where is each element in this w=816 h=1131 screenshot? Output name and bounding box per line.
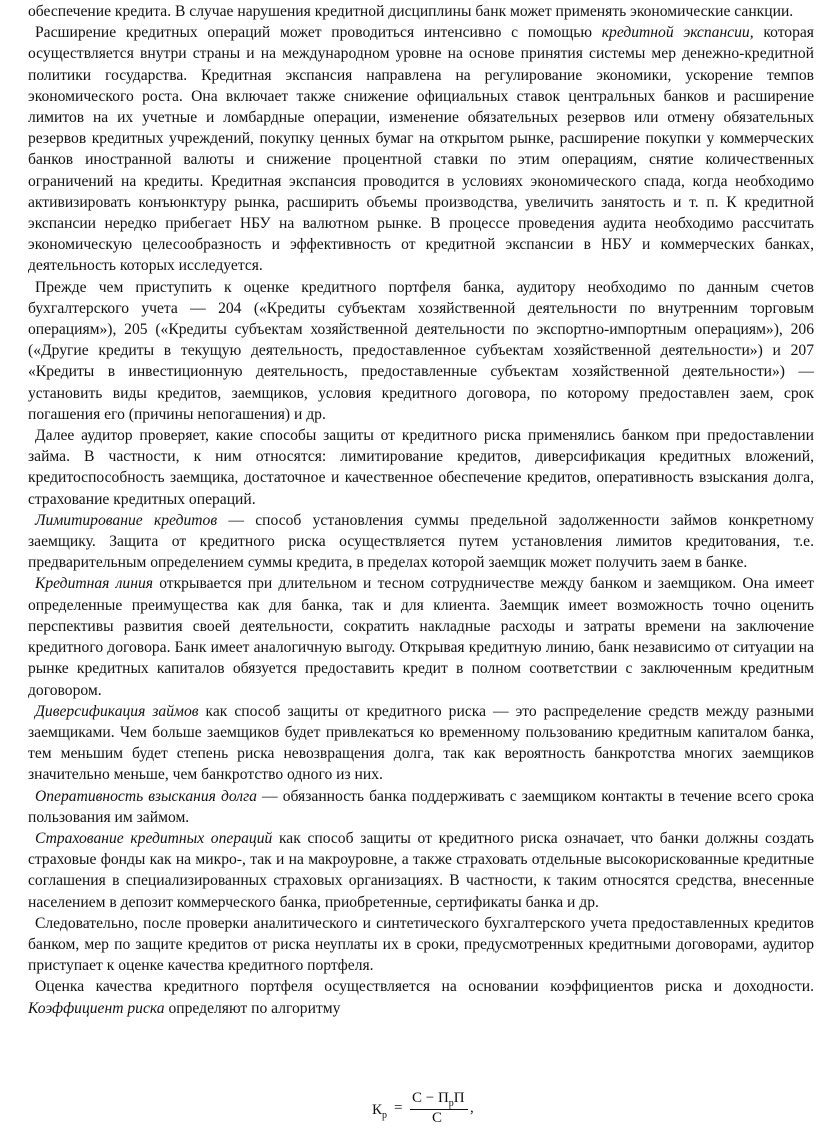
formula-equals: = — [394, 1100, 403, 1116]
text: — обязанность банка поддерживать с заемщиком контакты в течение всего срока пользования им займом. — [28, 787, 814, 826]
formula-comma: , — [470, 1100, 474, 1116]
text: определяют по алгоритму — [164, 999, 341, 1017]
formula-numerator-a: С − П — [412, 1090, 449, 1106]
formula-denominator: С — [432, 1110, 443, 1126]
term-credit-line: Кредитная линия — [35, 575, 153, 593]
term-debt-collection: Оперативность взыскания долга — [35, 787, 257, 805]
formula-numerator-subscript: р — [448, 1098, 454, 1109]
paragraph-credit-line — [28, 573, 814, 700]
text: которая осуществляется внутри страны и на международном уровне на основе принятия системы мер денежно-кредитной политики государства. Кредитная экспансия направлена на регулирование экономики, ускорение темпов экономического роста. Она включает также снижение официальных ставок центральных банков и расширение лимитов на их учетные и ломбардные операции, изменение обязательных резервов или отмену обязательных резервов кредитных учреждений, покупку ценных бумаг на открытом рынке, расширение покупки у коммерческих банков иностранной валюты и снижение процентной ставки по этим операциям, снятие количественных ограничений на кредиты. Кредитная экспансия проводится в условиях экономического спада, когда необходимо активизировать конъюнктуру рынка, расширить объемы производства, увеличить занятость и т. п. К кредитной экспансии нередко прибегает НБУ на валютном рынке. В процессе проведения аудита необходимо рассчитать экономическую целесообразность и эффективность от кредитной экспансии в НБУ и коммерческих банках, деятельность которых исследуется. — [28, 24, 814, 275]
formula-numerator — [412, 1090, 465, 1109]
paragraph-insurance — [28, 828, 814, 913]
formula-lhs-subscript: р — [382, 1110, 388, 1121]
term-diversification: Диверсификация займов — [35, 702, 199, 720]
text: открывается при длительном и тесном сотрудничестве между банком и заемщиком. Она имеет определенные преимущества как для банка, так и для клиента. Заемщик имеет возможность точно оценить перспективы развития своей деятельности, сократить накладные расходы и затраты времени на заключение кредитного договора. Банк имеет аналогичную выгоду. Открывая кредитную линию, банк независимо от ситуации на рынке кредитных капиталов обязуется предоставить кредит в полном соответствии с заключенным кредитным договором. — [28, 575, 814, 699]
text: как способ защиты от кредитного риска — это распределение средств между разными заемщиками. Чем больше заемщиков будет привлекаться ко временному пользованию кредитным капиталом банка, тем меньшим будет степень риска невозвращения долга, так как вероятность банкротства многих заемщиков значительно меньше, чем банкротство одного из них. — [28, 702, 814, 784]
formula-lhs-letter: К — [372, 1102, 383, 1118]
paragraph-protection-methods: Далее аудитор проверяет, какие способы защиты от кредитного риска применялись банком при предоставлении займа. В частности, к ним относятся: лимитирование кредитов, диверсификация кредитных вложений, кредитоспособность заемщика, достаточное и качественное обеспечение кредитов, оперативность взыскания долга, страхование кредитных операций. — [28, 427, 814, 508]
term-credit-expansion: кредитной экспансии, — [601, 24, 754, 42]
risk-coefficient-formula — [372, 1090, 482, 1130]
paragraph-1: обеспечение кредита. В случае нарушения кредитной дисциплины банк может применять экономические санкции. — [28, 3, 794, 20]
paragraph-portfolio-accounts: Прежде чем приступить к оценке кредитного портфеля банка, аудитору необходимо по данным счетов бухгалтерского учета — 204 («Кредиты субъектам хозяйственной деятельности по внутренним торговым операциям»), 205 («Кредиты субъектам хозяйственной деятельности по экспортно-импортным операциям»), 206 («Другие кредиты в текущую деятельность, предоставленное субъектам хозяйственной деятельности») и 207 «Кредиты в инвестиционную деятельность, предоставленные субъектам хозяйственной деятельности») — установить виды кредитов, заемщиков, условия кредитного договора, по которому предоставлен заем, срок погашения его (причины непогашения) и др. — [28, 278, 814, 423]
paragraph-debt-collection — [28, 786, 814, 828]
paragraph-limiting — [28, 510, 814, 574]
text: как способ защиты от кредитного риска означает, что банки должны создать страховые фонды как на микро-, так и на макроуровне, а также страховать отдельные высокорискованные кредитные соглашения в специализированных страховых организациях. В частности, к таким относятся средства, внесенные населением в депозит коммерческого банка, приобретенные, сертификаты банка и др. — [28, 829, 815, 911]
text: Оценка качества кредитного портфеля осуществляется на основании коэффициентов риска и доходности. — [35, 978, 814, 996]
text: — способ установления суммы предельной задолженности займов конкретному заемщику. Защита от кредитного риска осуществляется путем установления лимитов кредитования, т.е. предварительным определением суммы кредита, в пределах которой заемщик может получить заем в банке. — [28, 511, 814, 572]
paragraph-credit-expansion — [28, 22, 814, 276]
text: Расширение кредитных операций может проводиться интенсивно с помощью — [35, 24, 602, 42]
document-page — [28, 1, 814, 1019]
term-insurance: Страхование кредитных операций — [35, 829, 273, 847]
term-limiting: Лимитирование кредитов — [35, 511, 218, 529]
paragraph-conclusion: Следовательно, после проверки аналитического и синтетического бухгалтерского учета предоставленных кредитов банком, мер по защите кредитов от риска неуплаты их в сроки, предусмотренных кредитными договорами, аудитор приступает к оценке качества кредитного портфеля. — [28, 914, 814, 975]
formula-numerator-b: П — [453, 1090, 465, 1106]
paragraph-risk-coefficient — [28, 976, 814, 1018]
paragraph-diversification — [28, 701, 814, 786]
term-risk-coefficient: Коэффициент риска — [28, 999, 165, 1017]
formula-lhs — [372, 1102, 387, 1121]
